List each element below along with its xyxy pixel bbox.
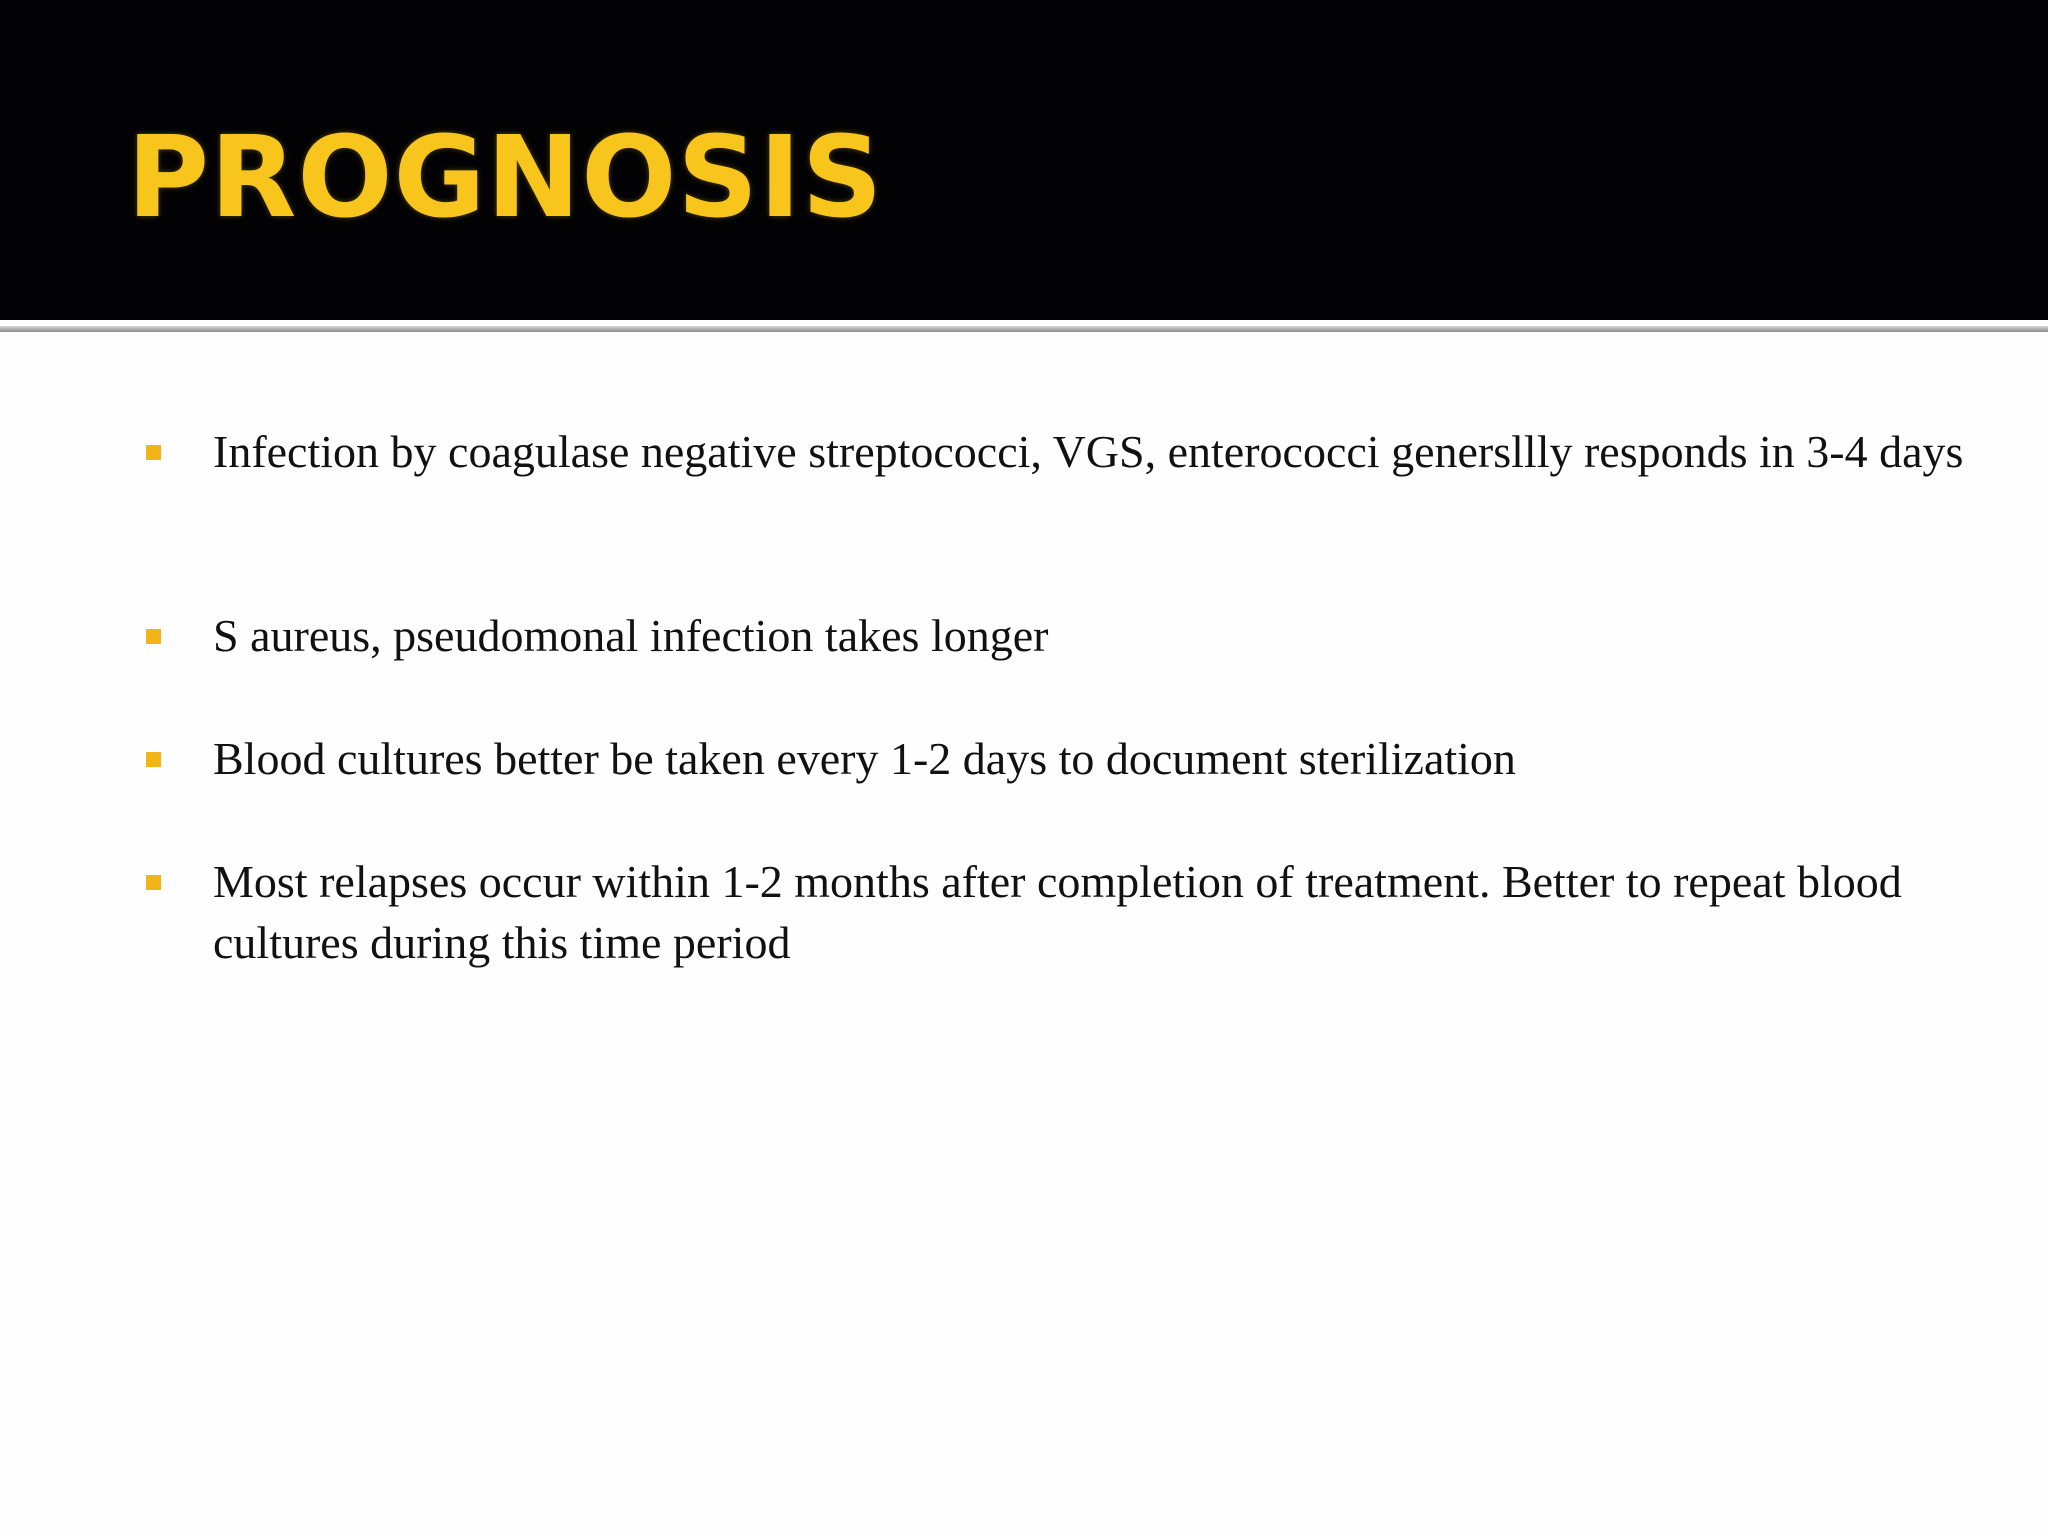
bullet-text: Blood cultures better be taken every 1-2 days to document sterilization [213, 733, 1516, 784]
slide-title: PROGNOSIS [127, 113, 884, 243]
square-bullet-icon [146, 445, 161, 460]
bullet-text: Most relapses occur within 1-2 months after completion of treatment. Better to repeat blood cultures during this time period [213, 856, 1902, 968]
square-bullet-icon [146, 629, 161, 644]
square-bullet-icon [146, 752, 161, 767]
bullet-text: Infection by coagulase negative streptococci, VGS, enterococci genersllly responds in 3-4 days [213, 426, 1964, 477]
square-bullet-icon [146, 875, 161, 890]
bullet-text: S aureus, pseudomonal infection takes longer [213, 610, 1049, 661]
title-bar [0, 0, 2048, 320]
title-divider [0, 326, 2048, 332]
